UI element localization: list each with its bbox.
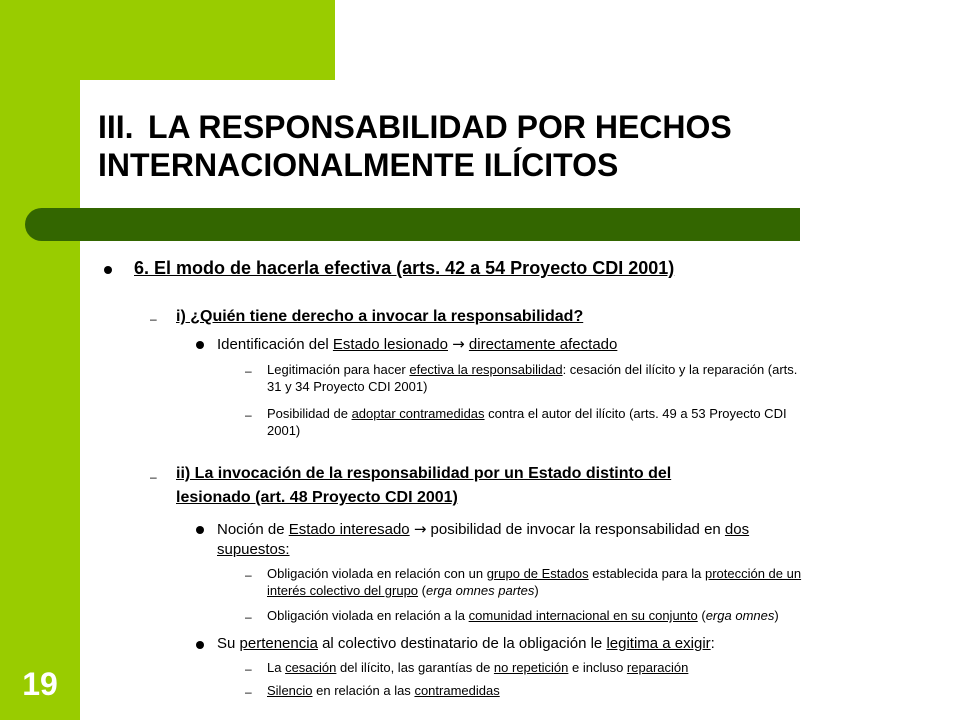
section-ii-point-1: Noción de Estado interesado → posibilidad de invocar la responsabilidad en dos supuestos: [217, 520, 750, 558]
dash: – [245, 364, 252, 378]
bullet-dot [196, 526, 204, 534]
title-line-1: LA RESPONSABILIDAD POR HECHOS [148, 109, 732, 145]
dash: – [245, 662, 252, 676]
dash: – [245, 408, 252, 422]
section-ii-sub-2: Obligación violada en relación a la comunidad internacional en su conjunto (erga omnes) [267, 608, 779, 623]
dash: – [245, 568, 252, 582]
title-line-2: INTERNACIONALMENTE ILÍCITOS [98, 147, 619, 183]
section-i-point: Identificación del Estado lesionado → directamente afectado [217, 335, 618, 353]
arrow-right-icon: → [452, 335, 465, 353]
section-ii-heading: ii) La invocación de la responsabilidad por un Estado distinto del lesionado (art. 48 Proyecto CDI 2001) [176, 465, 672, 506]
section-ii-sub-3: La cesación del ilícito, las garantías de no repetición e incluso reparación [267, 660, 689, 675]
section-ii-sub-1: Obligación violada en relación con un grupo de Estados establecida para la protección de un interés colectivo del grupo (erga omnes partes) [267, 566, 802, 598]
dash: – [150, 312, 157, 326]
dash: – [245, 610, 252, 624]
bullet-dot [196, 641, 204, 649]
section-ii-sub-4: Silencio en relación a las contramedidas [267, 683, 500, 698]
section-i-sub-1: Legitimación para hacer efectiva la responsabilidad: cesación del ilícito y la reparación (arts. 31 y 34 Proyecto CDI 2001) [267, 362, 798, 394]
bullet-dot [104, 266, 112, 274]
dash: – [150, 470, 157, 484]
title-number: III. [98, 109, 134, 145]
main-point: 6. El modo de hacerla efectiva (arts. 42 a 54 Proyecto CDI 2001) [134, 258, 675, 278]
section-ii-point-2: Su pertenencia al colectivo destinatario de la obligación le legitima a exigir: [217, 635, 715, 652]
dash: – [245, 685, 252, 699]
section-i-sub-2: Posibilidad de adoptar contramedidas contra el autor del ilícito (arts. 49 a 53 Proyecto CDI 2001) [267, 406, 787, 438]
bullet-dot [196, 341, 204, 349]
section-i-heading: i) ¿Quién tiene derecho a invocar la responsabilidad? [176, 308, 584, 325]
arrow-right-icon: → [413, 520, 427, 538]
slide-number: 19 [22, 666, 58, 702]
